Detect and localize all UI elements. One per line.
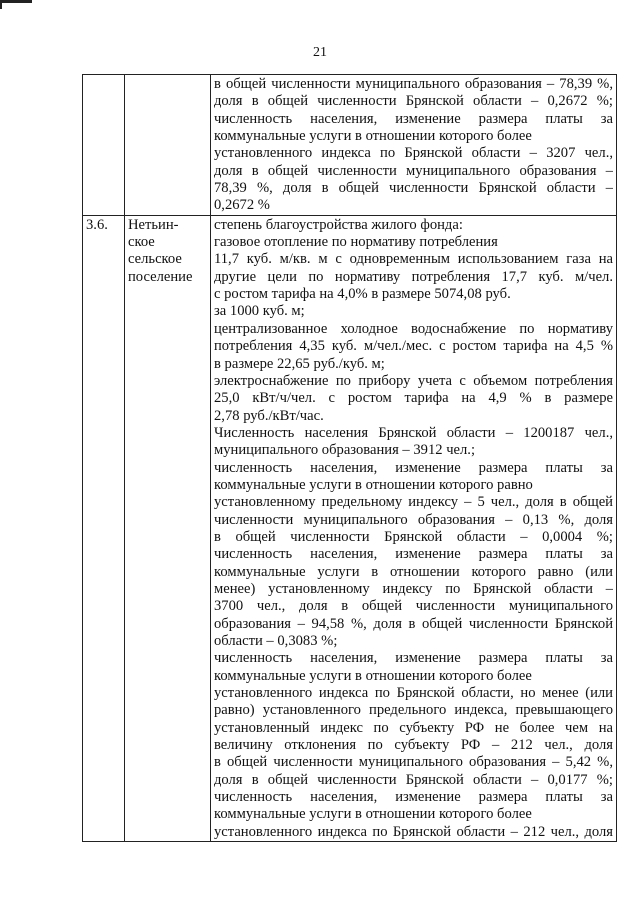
description-line: численность населения, изменение размера платы за (214, 459, 613, 476)
description-line: 78,39 %, доля в общей численности Брянской области – (214, 180, 613, 197)
settlement-name-line: ское (128, 234, 155, 251)
description-line: газовое отопление по нормативу потребления (214, 234, 498, 251)
page-number: 21 (313, 45, 327, 60)
table-body (83, 75, 617, 842)
settlement-name-cell (125, 75, 211, 216)
description-line: с ростом тарифа на 4,0% в размере 5074,08 руб. (214, 286, 511, 303)
description-line: в общей численности муниципального образования – 78,39 %, (214, 76, 613, 92)
description-line: доля в общей численности Брянской области – 0,2672 %; (214, 93, 613, 110)
description-line: коммунальные услуги в отношении которого более (214, 667, 532, 684)
description-line: централизованное холодное водоснабжение по нормативу (214, 320, 613, 337)
description-line: численность населения, изменение размера платы за (214, 650, 613, 667)
description-line: 11,7 куб. м/кв. м с одновременным использованием газа на (214, 251, 613, 268)
description-line: за 1000 куб. м; (214, 303, 305, 320)
description-line: 0,2672 % (214, 197, 270, 214)
description-line: электроснабжение по прибору учета с объемом потребления (214, 372, 613, 389)
settlement-name-cell (125, 215, 211, 841)
description-line: установленного индекса по Брянской области, но менее (или (214, 685, 613, 702)
description-line: коммунальные услуги в отношении которого более (214, 128, 532, 145)
description-line: менее) установленному индексу по Брянской области – (214, 580, 613, 597)
description-line: установленного индекса по Брянской области – 3207 чел., (214, 145, 613, 162)
description-line: численность населения, изменение размера платы за (214, 789, 613, 806)
description-line: потребления 4,35 куб. м/чел./мес. с ростом тарифа на 4,5 % (214, 338, 613, 355)
description-line: численность населения, изменение размера платы за (214, 546, 613, 563)
description-line: в общей численности муниципального образования – 5,42 %, (214, 754, 613, 771)
description-line: в размере 22,65 руб./куб. м; (214, 355, 385, 372)
settlement-name-line: Нетьин- (128, 216, 179, 233)
description-line: 3700 чел., доля в общей численности муниципального (214, 598, 613, 615)
description-line: доля в общей численности Брянской области – 0,0177 %; (214, 771, 613, 788)
table-row (83, 75, 617, 216)
description-line: коммунальные услуги в отношении которого более (214, 806, 532, 823)
description-line: 25,0 кВт/ч/чел. с ростом тарифа на 4,9 % в размере (214, 390, 613, 407)
description-line: численности муниципального образования – 0,13 %, доля (214, 511, 613, 528)
description-line: установленному предельному индексу – 5 чел., доля в общей (214, 494, 613, 511)
description-line: области – 0,3083 %; (214, 633, 338, 649)
description-line: коммунальные услуги в отношении которого равно (или (214, 563, 613, 580)
description-line: коммунальные услуги в отношении которого равно (214, 476, 533, 493)
description-line: другие цели по нормативу потребления 17,7 куб. м/чел. (214, 268, 613, 285)
description-cell (211, 75, 617, 216)
description-line: величину отклонения по субъекту РФ – 212 чел., доля (214, 737, 613, 754)
scan-corner-mark (0, 0, 32, 9)
table-row (83, 215, 617, 841)
description-cell (211, 215, 617, 841)
description-line: муниципального образования – 3912 чел.; (214, 442, 476, 459)
data-table (82, 74, 617, 842)
settlement-name-line: поселение (128, 268, 193, 285)
description-line: равно) установленного предельного индекса, превышающего (214, 702, 613, 719)
description-line: Численность населения Брянской области – 1200187 чел., (214, 424, 613, 441)
description-line: численность населения, изменение размера платы за (214, 110, 613, 127)
description-line: степень благоустройства жилого фонда: (214, 216, 463, 233)
row-number-cell (83, 75, 125, 216)
description-line: установленный индекс по субъекту РФ не более чем на (214, 719, 613, 736)
description-line: доля в общей численности муниципального образования – (214, 162, 613, 179)
description-line: в общей численности Брянской области – 0,0004 %; (214, 528, 613, 545)
description-line: образования – 94,58 %, доля в общей численности Брянской (214, 615, 613, 632)
row-number-cell: 3.6. (83, 215, 125, 841)
settlement-name-line: сельское (128, 251, 182, 268)
description-line: 2,78 руб./кВт/час. (214, 407, 324, 424)
description-line: установленного индекса по Брянской области – 212 чел., доля (214, 823, 613, 840)
